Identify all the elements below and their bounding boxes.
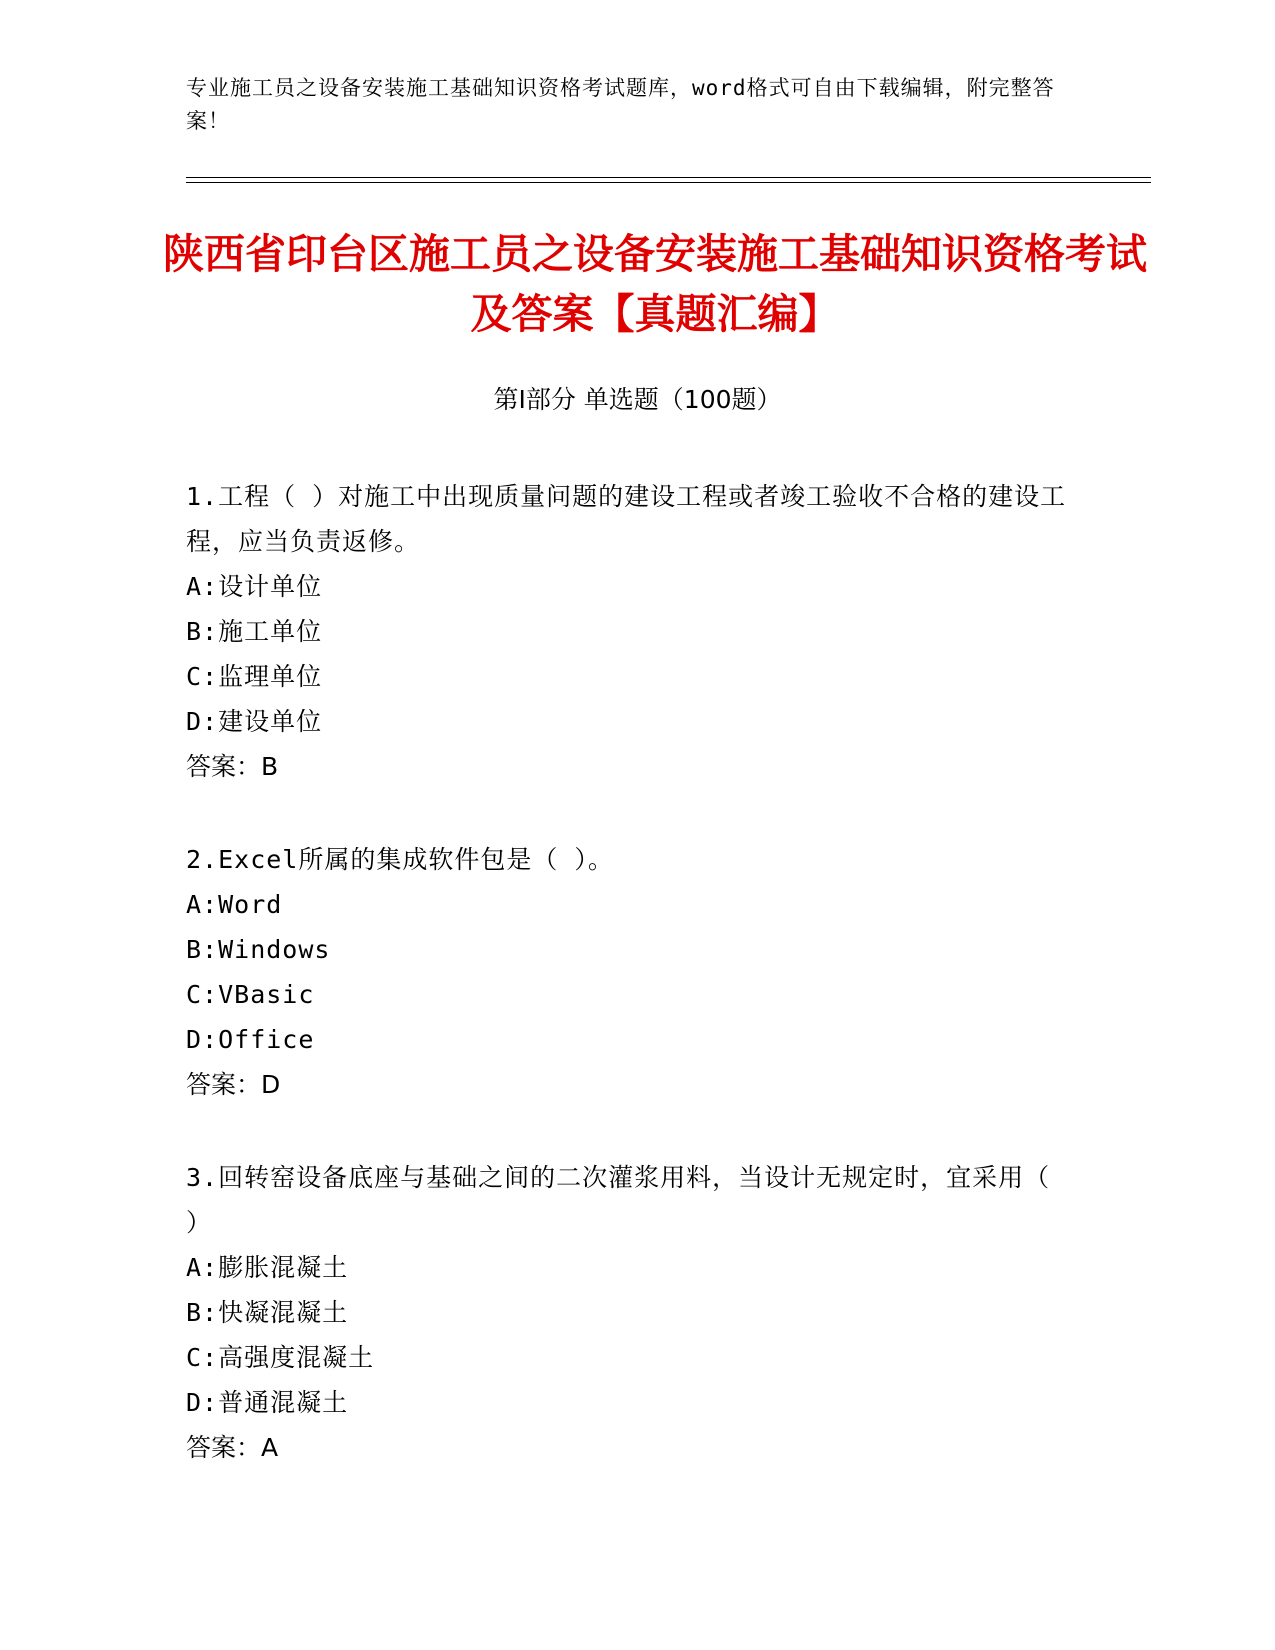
option-a: A:设计单位 [186, 572, 323, 601]
option-a: A:膨胀混凝土 [186, 1253, 349, 1282]
option-b: B:快凝混凝土 [186, 1298, 349, 1327]
option-b: B:施工单位 [186, 617, 323, 646]
section-heading: 第I部分 单选题（100题） [493, 385, 782, 414]
option-c: C:VBasic [186, 980, 315, 1009]
document-title: 陕西省印台区施工员之设备安装施工基础知识资格考试及答案【真题汇编】 [163, 230, 1147, 338]
option-d: D:建设单位 [186, 707, 323, 736]
question-list [186, 474, 1076, 1518]
header-note: 专业施工员之设备安装施工基础知识资格考试题库，word格式可自由下载编辑，附完整答案！ [186, 76, 1055, 133]
option-c: C:高强度混凝土 [186, 1343, 375, 1372]
question-item [186, 1155, 1076, 1470]
question-stem: 3.回转窑设备底座与基础之间的二次灌浆用料，当设计无规定时，宜采用（ ） [186, 1163, 1051, 1237]
option-c: C:监理单位 [186, 662, 323, 691]
answer-line: 答案：D [186, 1070, 281, 1099]
question-stem: 2.Excel所属的集成软件包是（ ）。 [186, 845, 614, 874]
question-stem: 1.工程（ ）对施工中出现质量问题的建设工程或者竣工验收不合格的建设工程，应当负责返修。 [186, 482, 1067, 556]
header-divider-bottom [186, 182, 1151, 183]
option-a: A:Word [186, 890, 283, 919]
question-item [186, 837, 1076, 1107]
answer-line: 答案：A [186, 1433, 279, 1462]
option-d: D:Office [186, 1025, 315, 1054]
question-item [186, 474, 1076, 789]
header-divider-top [186, 177, 1151, 178]
option-b: B:Windows [186, 935, 331, 964]
answer-line: 答案：B [186, 752, 279, 781]
option-d: D:普通混凝土 [186, 1388, 349, 1417]
